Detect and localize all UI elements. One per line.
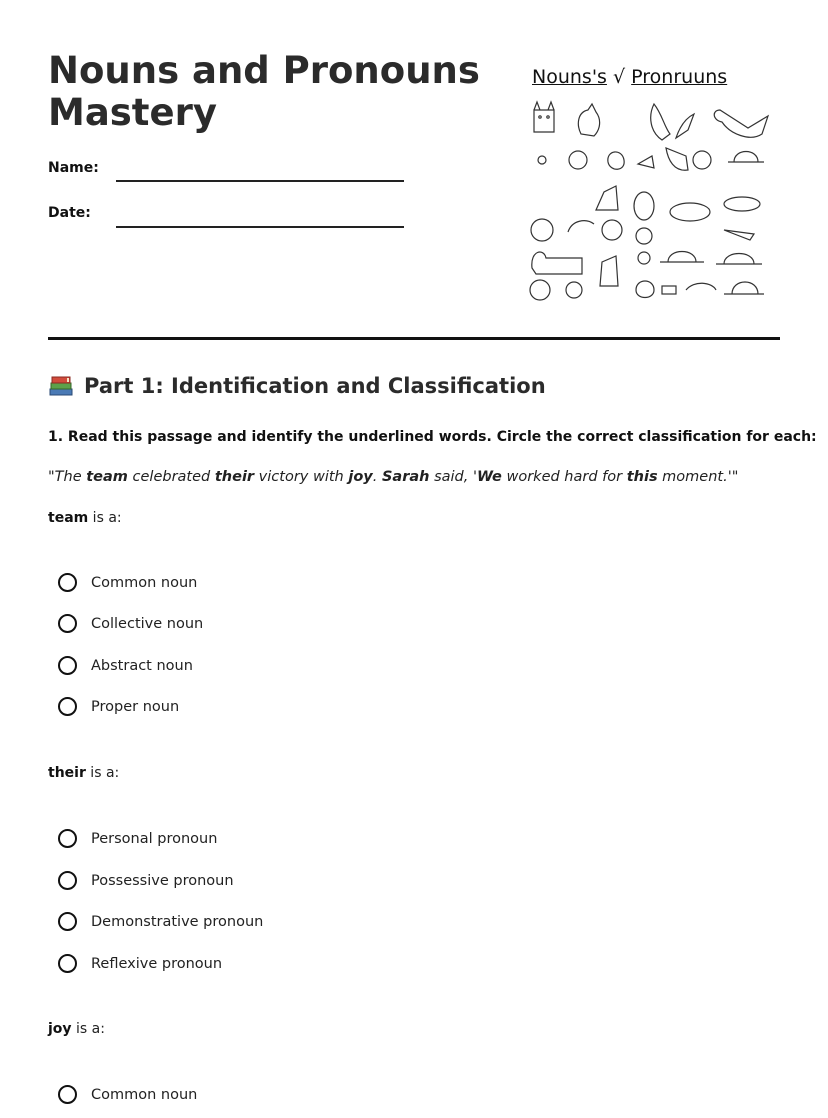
yarn-icon: [566, 282, 582, 298]
word-joy: joy: [348, 469, 373, 485]
hat-icon: [728, 152, 764, 163]
item-their-label: their is a:: [48, 765, 120, 781]
question-1: 1. Read this passage and identify the underlined words. Circle the correct classification for each:: [48, 429, 817, 445]
option-demonstrative-pronoun[interactable]: Demonstrative pronoun: [58, 912, 263, 931]
part1-heading: [48, 374, 546, 398]
check-mark: √: [613, 66, 626, 88]
caption-pronouns: Pronruuns: [631, 66, 728, 88]
bird-icon: [651, 104, 694, 140]
hat-icon: [716, 254, 762, 265]
face-icon: [531, 219, 553, 241]
radio-circle[interactable]: [58, 871, 77, 890]
option-collective-noun[interactable]: Collective noun: [58, 614, 203, 633]
bird-icon: [638, 156, 654, 168]
apple-icon: [636, 281, 654, 298]
option-common-noun[interactable]: Common noun: [58, 1085, 197, 1104]
option-personal-pronoun[interactable]: Personal pronoun: [58, 829, 217, 848]
radio-circle[interactable]: [58, 1085, 77, 1104]
radio-circle[interactable]: [58, 829, 77, 848]
name-label: Name:: [48, 160, 99, 176]
ball-icon: [636, 228, 652, 244]
radio-circle[interactable]: [58, 573, 77, 592]
flower-icon: [538, 156, 546, 164]
section-divider: [48, 337, 780, 340]
option-common-noun[interactable]: Common noun: [58, 573, 197, 592]
plate-icon: [530, 280, 550, 300]
squirrel-icon: [596, 186, 618, 210]
radio-circle[interactable]: [58, 656, 77, 675]
fish-icon: [670, 203, 710, 221]
nouns-illustration: [526, 64, 770, 304]
face-icon: [569, 151, 587, 169]
option-possessive-pronoun[interactable]: Possessive pronoun: [58, 871, 234, 890]
cat-icon: [578, 104, 599, 136]
cat-icon: [600, 256, 618, 286]
ball-icon: [602, 220, 622, 240]
caption-nouns: Nouns's: [532, 66, 607, 88]
option-reflexive-pronoun[interactable]: Reflexive pronoun: [58, 954, 222, 973]
word-their: their: [214, 469, 255, 485]
worksheet-title: Nouns and Pronouns Mastery: [48, 49, 480, 134]
passage-text: "The team celebrated their victory with joy. Sarah said, 'We worked hard for this moment.'": [48, 469, 739, 485]
date-input-line[interactable]: [116, 226, 404, 228]
shrimp-icon: [686, 283, 716, 290]
word-this: this: [626, 469, 658, 485]
hat-icon: [660, 252, 704, 263]
cat-icon: [534, 102, 554, 132]
option-abstract-noun[interactable]: Abstract noun: [58, 656, 193, 675]
part1-heading-text: Part 1: Identification and Classification: [84, 374, 546, 398]
name-input-line[interactable]: [116, 180, 404, 182]
radio-circle[interactable]: [58, 912, 77, 931]
animal-icon: [608, 152, 624, 169]
date-label: Date:: [48, 205, 91, 221]
radio-circle[interactable]: [58, 954, 77, 973]
book-icon: [662, 286, 676, 294]
item-joy-label: joy is a:: [48, 1021, 105, 1037]
word-we: We: [476, 469, 502, 485]
radio-circle[interactable]: [58, 697, 77, 716]
duck-icon: [666, 148, 688, 170]
shrimp-icon: [724, 230, 754, 240]
books-icon: [48, 374, 74, 398]
fish-icon: [724, 197, 760, 211]
goose-icon: [714, 110, 768, 137]
radio-circle[interactable]: [58, 614, 77, 633]
ball-icon: [693, 151, 711, 169]
hat-icon: [724, 282, 764, 294]
cat-icon: [532, 252, 582, 274]
sun-icon: [638, 252, 650, 264]
word-sarah: Sarah: [381, 469, 430, 485]
option-proper-noun[interactable]: Proper noun: [58, 697, 179, 716]
penguin-icon: [634, 192, 654, 220]
shrimp-icon: [568, 221, 594, 232]
word-team: team: [86, 469, 128, 485]
item-team-label: team is a:: [48, 510, 122, 526]
